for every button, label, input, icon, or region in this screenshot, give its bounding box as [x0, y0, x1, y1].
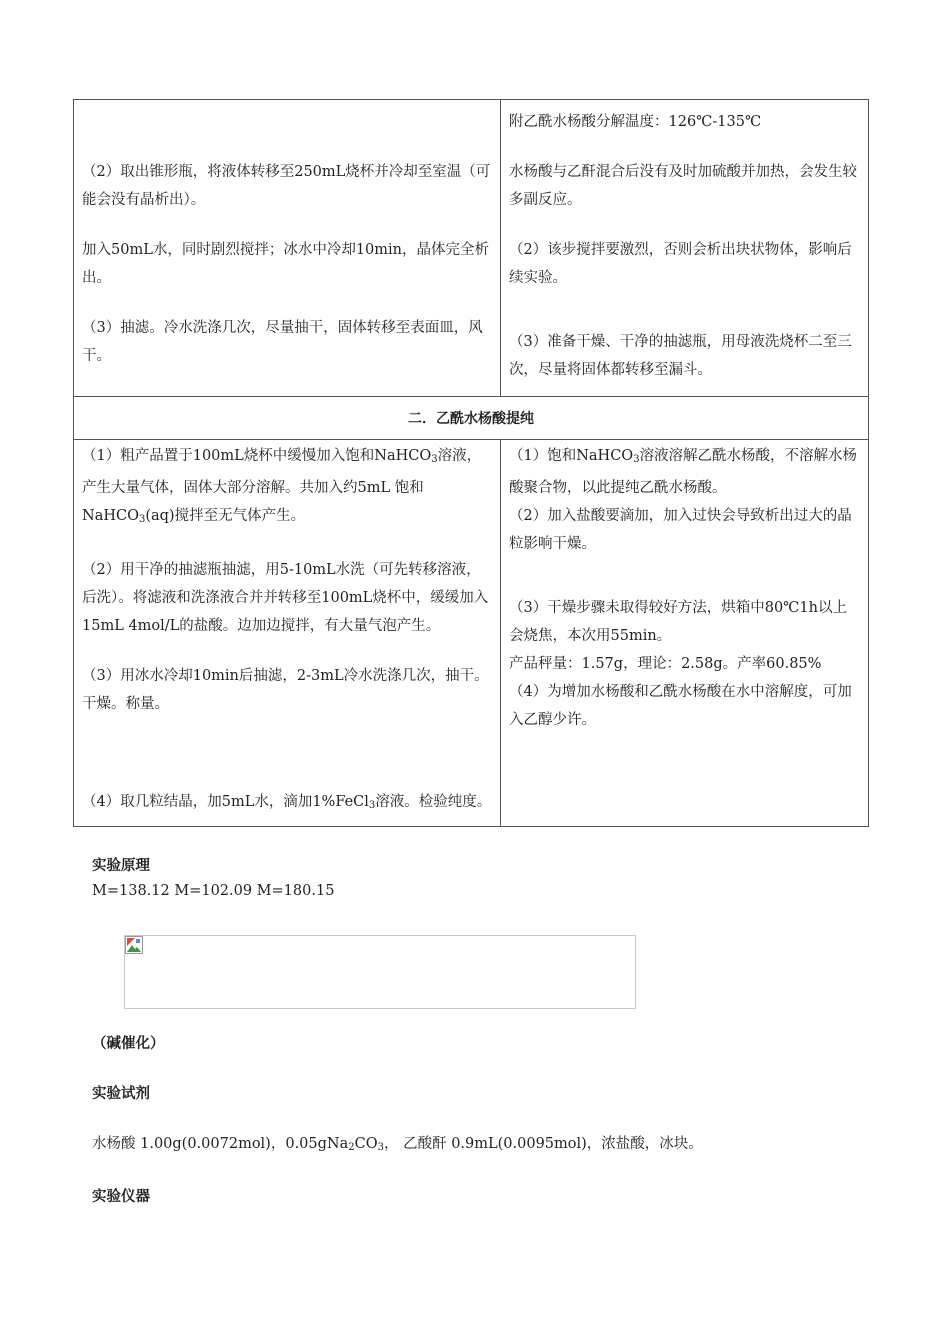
reagents-heading: 实验试剂	[92, 1086, 150, 1102]
table-row	[74, 100, 869, 397]
principle-heading: 实验原理	[92, 858, 150, 874]
catalysis-note: （碱催化）	[92, 1036, 165, 1052]
molar-masses: M=138.12 M=102.09 M=180.15	[92, 883, 335, 899]
row1-left-cell	[74, 100, 501, 397]
note-text: （2）该步搅拌要激烈，否则会析出块状物体，影响后续实验。	[509, 242, 852, 286]
step-text: 加入50mL水，同时剧烈搅拌；冰水中冷却10min，晶体完全析出。	[82, 242, 490, 286]
step-text: （2）用干净的抽滤瓶抽滤，用5-10mL水洗（可先转移溶液，后洗）。将滤液和洗涤液合并并转移至100mL烧杯中，缓缓加入15mL 4mol/L的盐酸。边加边搅拌，有大量气泡产生。	[82, 562, 489, 634]
row2-left-cell	[74, 440, 501, 827]
procedure-table	[73, 99, 869, 827]
note-text: （1）饱和NaHCO$_3$溶液溶解乙酰水杨酸，不溶解水杨酸聚合物，以此提纯乙酰水杨酸。	[509, 448, 858, 496]
reagents-list: 水杨酸 1.00g(0.0072mol)，$0.05gNa_2CO_3$， 乙酸酐 0.9mL(0.0095mol)，浓盐酸，冰块。	[92, 1136, 703, 1153]
step-text: （2）取出锥形瓶，将液体转移至250mL烧杯并冷却至室温（可能会没有晶析出）。	[82, 164, 491, 208]
note-text: （3）准备干燥、干净的抽滤瓶，用母液洗烧杯二至三次，尽量将固体都转移至漏斗。	[509, 334, 852, 378]
row1-right-cell	[501, 100, 869, 397]
table-row	[74, 440, 869, 827]
apparatus-heading: 实验仪器	[92, 1189, 150, 1205]
note-text: （2）加入盐酸要滴加，加入过快会导致析出过大的晶粒影响干燥。	[509, 508, 852, 552]
section-header: 二．乙酰水杨酸提纯	[74, 397, 869, 440]
step-text: （3）用冰水冷却10min后抽滤，2-3mL冷水洗涤几次，抽干。干燥。称量。	[82, 668, 489, 712]
note-text: 水杨酸与乙酐混合后没有及时加硫酸并加热，会发生较多副反应。	[509, 164, 857, 208]
table-row	[74, 397, 869, 440]
broken-image-icon	[125, 936, 143, 954]
row2-right-cell	[501, 440, 869, 827]
reaction-image-placeholder	[124, 935, 636, 1009]
note-text: （4）为增加水杨酸和乙酰水杨酸在水中溶解度，可加入乙醇少许。	[509, 684, 852, 728]
step-text: （3）抽滤。冷水洗涤几次，尽量抽干，固体转移至表面皿，风干。	[82, 320, 483, 364]
note-text: 产品秤量：1.57g，理论：2.58g。产率60.85%	[509, 656, 822, 672]
note-text: （3）干燥步骤未取得较好方法，烘箱中80℃1h以上会烧焦，本次用55min。	[509, 600, 847, 644]
step-text: （4）取几粒结晶，加5mL水，滴加1%FeCl$_3$溶液。检验纯度。	[82, 794, 492, 811]
note-text: 附乙酰水杨酸分解温度：126℃-135℃	[509, 114, 762, 130]
step-text: （1）粗产品置于100mL烧杯中缓慢加入饱和NaHCO$_3$溶液，产生大量气体，固体大部分溶解。共加入约5mL 饱和NaHCO$_3$(aq)搅拌至无气体产生。	[82, 448, 482, 525]
